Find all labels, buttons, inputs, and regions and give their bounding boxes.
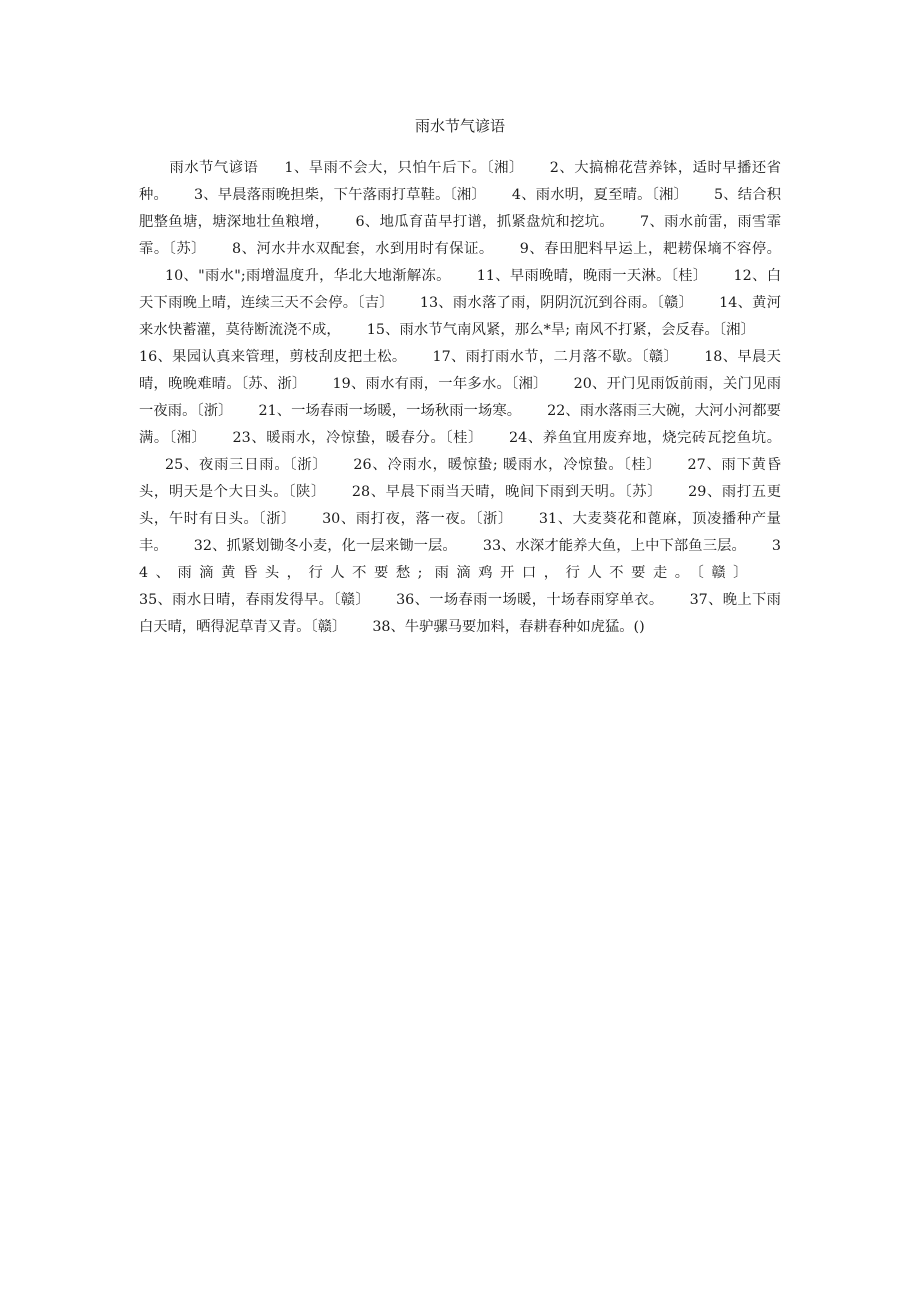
proverb-item: 1、旱雨不会大，只怕午后下。〔湘〕	[284, 160, 524, 176]
proverb-item: 17、雨打雨水节，二月落不歇。〔赣〕	[432, 349, 679, 365]
proverb-item: 9、春田肥料早运上，耙耢保墒不容停。	[519, 241, 781, 257]
proverb-item: 20、开门见雨饭前雨，关门见雨一夜雨。〔浙〕	[139, 376, 781, 419]
proverb-item: 3、早晨落雨晚担柴，下午落雨打草鞋。〔湘〕	[193, 187, 486, 203]
proverb-item: 16、果园认真来管理，剪枝刮皮把土松。	[139, 349, 407, 365]
proverb-item: 26、冷雨水，暖惊蛰; 暖雨水，冷惊蛰。〔桂〕	[353, 457, 662, 473]
proverb-item: 21、一场春雨一场暖，一场秋雨一场寒。	[258, 403, 522, 419]
proverb-item: 12、白天下雨晚上晴，连续三天不会停。〔吉〕	[139, 268, 781, 311]
proverb-item: 32、抓紧划锄冬小麦，化一层来锄一层。	[193, 538, 457, 554]
proverb-item: 19、雨水有雨，一年多水。〔湘〕	[332, 376, 548, 392]
proverb-item: 4、雨水明，夏至晴。〔湘〕	[511, 187, 688, 203]
proverb-item: 11、早雨晚晴，晚雨一天淋。〔桂〕	[476, 268, 708, 284]
proverb-item: 36、一场春雨一场暖，十场春雨穿单衣。	[396, 592, 664, 608]
proverb-item: 15、雨水节气南风紧，那么*旱; 南风不打紧，会反春。〔湘〕	[366, 322, 755, 338]
proverb-item: 18、早晨天晴，晚晚难晴。〔苏、浙〕	[139, 349, 781, 392]
proverb-item: 13、雨水落了雨，阴阴沉沉到谷雨。〔赣〕	[419, 295, 694, 311]
proverb-item: 38、牛驴骡马要加料，春耕春种如虎猛。()	[372, 619, 645, 635]
proverb-item: 10、"雨水";雨增温度升，华北大地渐解冻。	[165, 268, 451, 284]
proverb-item: 14、黄河来水快蓄灌，莫待断流浇不成，	[139, 295, 781, 338]
proverb-item: 33、水深才能养大鱼，上中下部鱼三层。	[482, 538, 746, 554]
proverb-item: 27、雨下黄昏头，明天是个大日头。〔陕〕	[139, 457, 781, 500]
proverb-item: 7、雨水前雷，雨雪霏霏。〔苏〕	[139, 214, 781, 257]
proverb-item: 8、河水井水双配套，水到用时有保证。	[232, 241, 494, 257]
proverb-item: 22、雨水落雨三大碗，大河小河都要满。〔湘〕	[139, 403, 781, 446]
document-title: 雨水节气谚语	[414, 117, 505, 135]
proverb-item: 28、早晨下雨当天晴，晚间下雨到天明。〔苏〕	[351, 484, 663, 500]
proverb-item: 24、养鱼宜用废弃地，烧完砖瓦挖鱼坑。	[509, 430, 781, 446]
proverb-item: 2、大搞棉花营养钵，适时早播还省种。	[139, 160, 782, 203]
proverb-item: 35、雨水日晴，春雨发得早。〔赣〕	[139, 592, 371, 608]
proverb-item: 5、结合积肥整鱼塘，塘深地壮鱼粮增，	[139, 187, 781, 230]
proverb-item: 37、晚上下雨白天晴，晒得泥草青又青。〔赣〕	[139, 592, 781, 635]
proverb-item: 31、大麦葵花和蓖麻，顶凌播种产量丰。	[139, 511, 781, 554]
proverb-item: 23、暖雨水，冷惊蛰，暖春分。〔桂〕	[232, 430, 484, 446]
intro-text: 雨水节气谚语	[169, 160, 259, 176]
proverb-item: 34、雨滴黄昏头，行人不要愁; 雨滴鸡开口，行人不要走。〔赣〕	[139, 538, 781, 581]
document-body	[139, 155, 781, 641]
proverb-item: 6、地瓜育苗早打谱，抓紧盘炕和挖坑。	[355, 214, 615, 230]
proverb-item: 30、雨打夜，落一夜。〔浙〕	[322, 511, 513, 527]
proverb-item: 25、夜雨三日雨。〔浙〕	[165, 457, 328, 473]
proverb-item: 29、雨打五更头，午时有日头。〔浙〕	[139, 484, 781, 527]
